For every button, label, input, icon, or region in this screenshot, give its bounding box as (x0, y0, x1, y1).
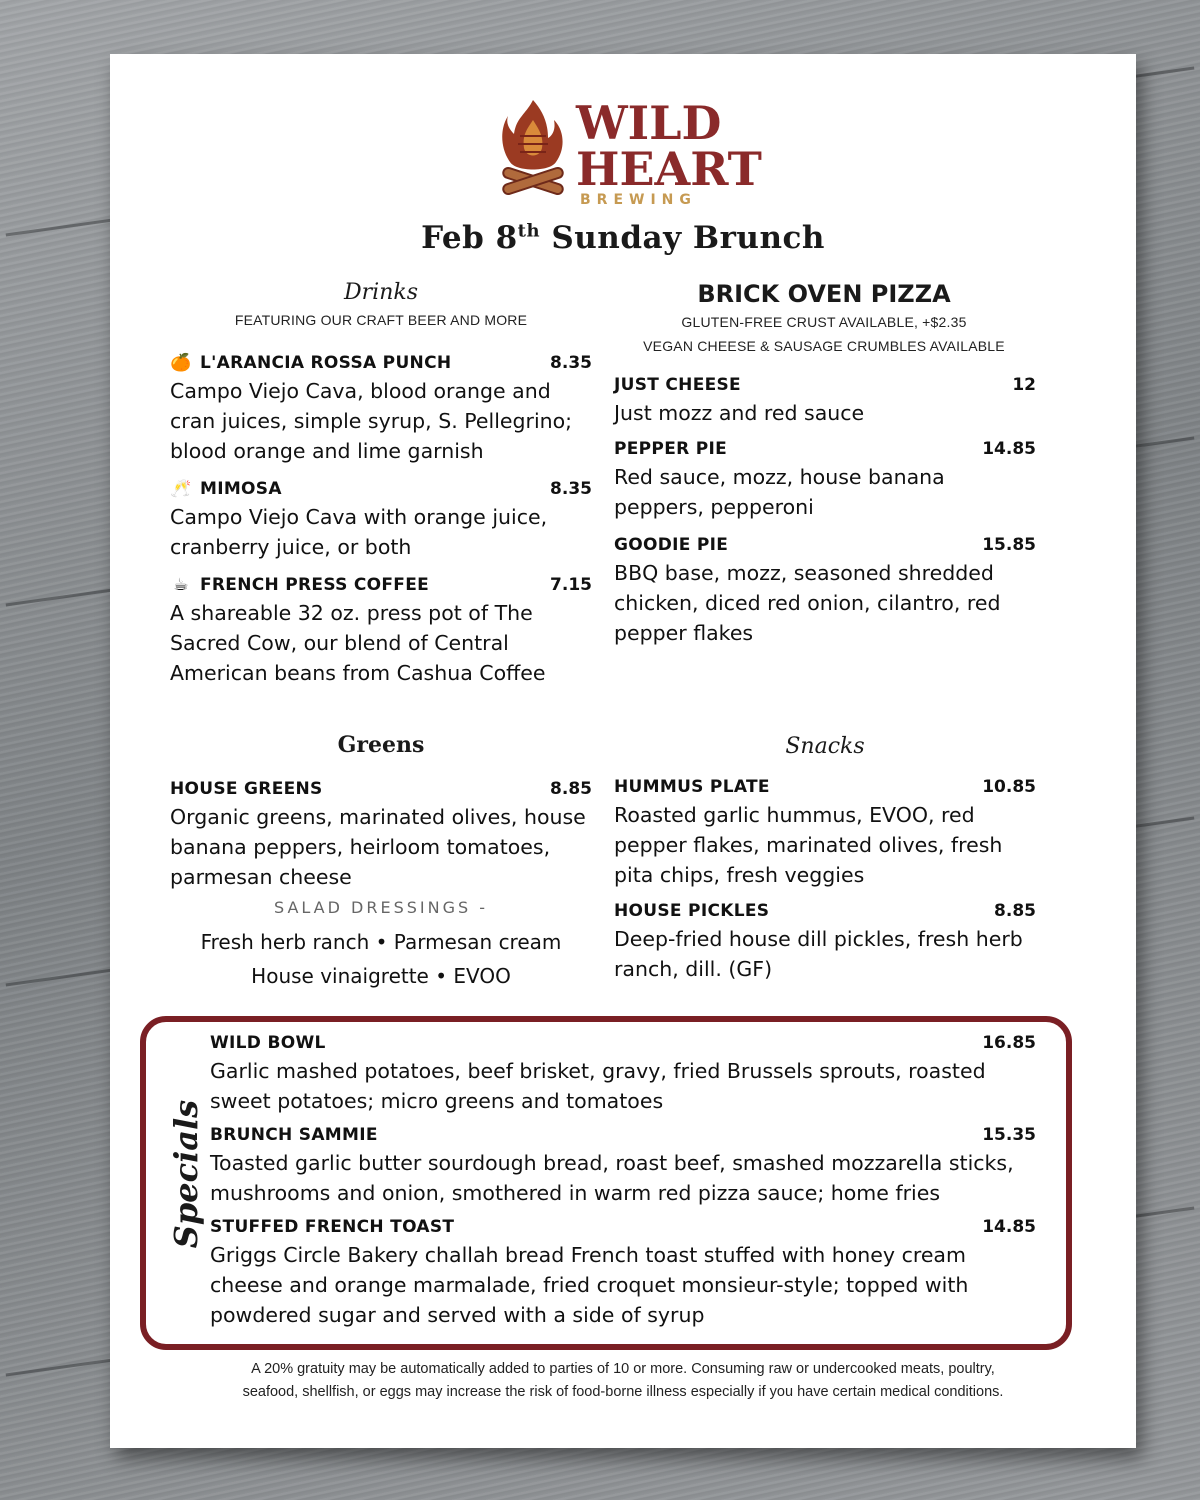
item-price: 14.85 (982, 1217, 1036, 1237)
brand-name-line2: HEART (576, 142, 762, 196)
greens-heading: Greens (337, 732, 425, 758)
coffee-icon: ☕ (173, 575, 189, 595)
title-ordinal: th (517, 220, 541, 242)
item-desc: Red sauce, mozz, house banana peppers, pepperoni (614, 465, 945, 519)
champagne-icon: 🥂 (170, 479, 192, 499)
item-desc: Organic greens, marinated olives, house banana peppers, heirloom tomatoes, parmesan cheese (170, 805, 586, 889)
page-title (110, 220, 1136, 256)
specials-heading: Specials (167, 1099, 206, 1249)
list-item (614, 436, 1036, 532)
item-price: 8.85 (550, 779, 592, 799)
pizza-list (614, 372, 1036, 658)
item-name: PEPPER PIE (614, 439, 728, 459)
item-price: 10.85 (982, 777, 1036, 797)
item-price: 14.85 (982, 439, 1036, 459)
item-name: FRENCH PRESS COFFEE (200, 575, 430, 595)
item-name: HOUSE PICKLES (614, 901, 770, 921)
item-name: GOODIE PIE (614, 535, 729, 555)
disclaimer-line2: seafood, shellfish, or eggs may increase the risk of food-borne illness especially if you have certain medical conditions. (242, 1384, 1004, 1400)
item-price: 8.35 (550, 479, 592, 499)
list-item (210, 1122, 1036, 1214)
list-item (210, 1214, 1036, 1330)
list-item (170, 476, 592, 572)
item-desc: Roasted garlic hummus, EVOO, red pepper flakes, marinated olives, fresh pita chips, fresh veggies (614, 803, 1003, 887)
salad-dressings-line2: House vinaigrette • EVOO (251, 964, 511, 988)
brand-name-line3: BREWING (580, 192, 697, 208)
brand-logo (496, 96, 762, 208)
item-name: STUFFED FRENCH TOAST (210, 1217, 455, 1237)
item-desc: BBQ base, mozz, seasoned shredded chicken, diced red onion, cilantro, red pepper flakes (614, 561, 1001, 645)
item-desc: Griggs Circle Bakery challah bread French toast stuffed with honey cream cheese and orange marmalade, fried croquet monsieur-style; topped with powdered sugar and served with a side of syrup (210, 1243, 969, 1327)
item-name: HOUSE GREENS (170, 779, 323, 799)
item-desc: Garlic mashed potatoes, beef brisket, gravy, fried Brussels sprouts, roasted sweet potatoes; micro greens and tomatoes (210, 1059, 986, 1113)
item-name: MIMOSA (200, 479, 282, 499)
pizza-note-vegan: VEGAN CHEESE & SAUSAGE CRUMBLES AVAILABLE (643, 338, 1005, 354)
pizza-note-gluten-free: GLUTEN-FREE CRUST AVAILABLE, +$2.35 (681, 314, 967, 330)
menu-sheet (110, 54, 1136, 1448)
list-item (614, 898, 1036, 984)
pizza-heading: BRICK OVEN PIZZA (697, 280, 951, 308)
item-price: 15.35 (982, 1125, 1036, 1145)
item-price: 7.15 (550, 575, 592, 595)
brand-name-line1: WILD (576, 96, 722, 150)
item-name: JUST CHEESE (614, 375, 741, 395)
snacks-heading: Snacks (785, 734, 865, 759)
list-item (170, 776, 592, 892)
flame-hop-icon (496, 96, 570, 208)
disclaimer (130, 1358, 1116, 1404)
item-price: 15.85 (982, 535, 1036, 555)
salad-dressings-heading: SALAD DRESSINGS - (274, 898, 488, 917)
item-price: 8.85 (994, 901, 1036, 921)
item-price: 16.85 (982, 1033, 1036, 1053)
drinks-subheading: FEATURING OUR CRAFT BEER AND MORE (234, 312, 528, 328)
item-desc: Campo Viejo Cava with orange juice, cranberry juice, or both (170, 505, 548, 559)
list-item (210, 1030, 1036, 1122)
list-item (614, 532, 1036, 658)
item-name: HUMMUS PLATE (614, 777, 770, 797)
item-name: L'ARANCIA ROSSA PUNCH (200, 353, 452, 373)
greens-list (170, 776, 592, 892)
list-item (170, 350, 592, 476)
list-item (614, 774, 1036, 898)
disclaimer-line1: A 20% gratuity may be automatically added to parties of 10 or more. Consuming raw or undercooked meats, poultry, (251, 1361, 995, 1377)
item-price: 12 (1012, 375, 1036, 395)
item-desc: Deep-fried house dill pickles, fresh herb ranch, dill. (GF) (614, 927, 1023, 981)
drinks-list (170, 350, 592, 698)
snacks-list (614, 774, 1036, 984)
drinks-heading: Drinks (344, 280, 418, 305)
orange-icon: 🍊 (170, 353, 192, 373)
item-desc: A shareable 32 oz. press pot of The Sacred Cow, our blend of Central American beans from Cashua Coffee (170, 601, 546, 685)
specials-list (210, 1030, 1036, 1330)
list-item (170, 572, 592, 698)
title-date: Feb 8 (421, 220, 518, 256)
title-rest: Sunday Brunch (540, 220, 825, 256)
item-desc: Campo Viejo Cava, blood orange and cran juices, simple syrup, S. Pellegrino; blood orange and lime garnish (170, 379, 573, 463)
list-item (614, 372, 1036, 436)
item-desc: Toasted garlic butter sourdough bread, roast beef, smashed mozzarella sticks, mushrooms and onion, smothered in warm red pizza sauce; home fries (210, 1151, 1014, 1205)
item-name: BRUNCH SAMMIE (210, 1125, 378, 1145)
salad-dressings-line1: Fresh herb ranch • Parmesan cream (200, 930, 562, 954)
item-price: 8.35 (550, 353, 592, 373)
item-desc: Just mozz and red sauce (614, 401, 865, 425)
item-name: WILD BOWL (210, 1033, 326, 1053)
